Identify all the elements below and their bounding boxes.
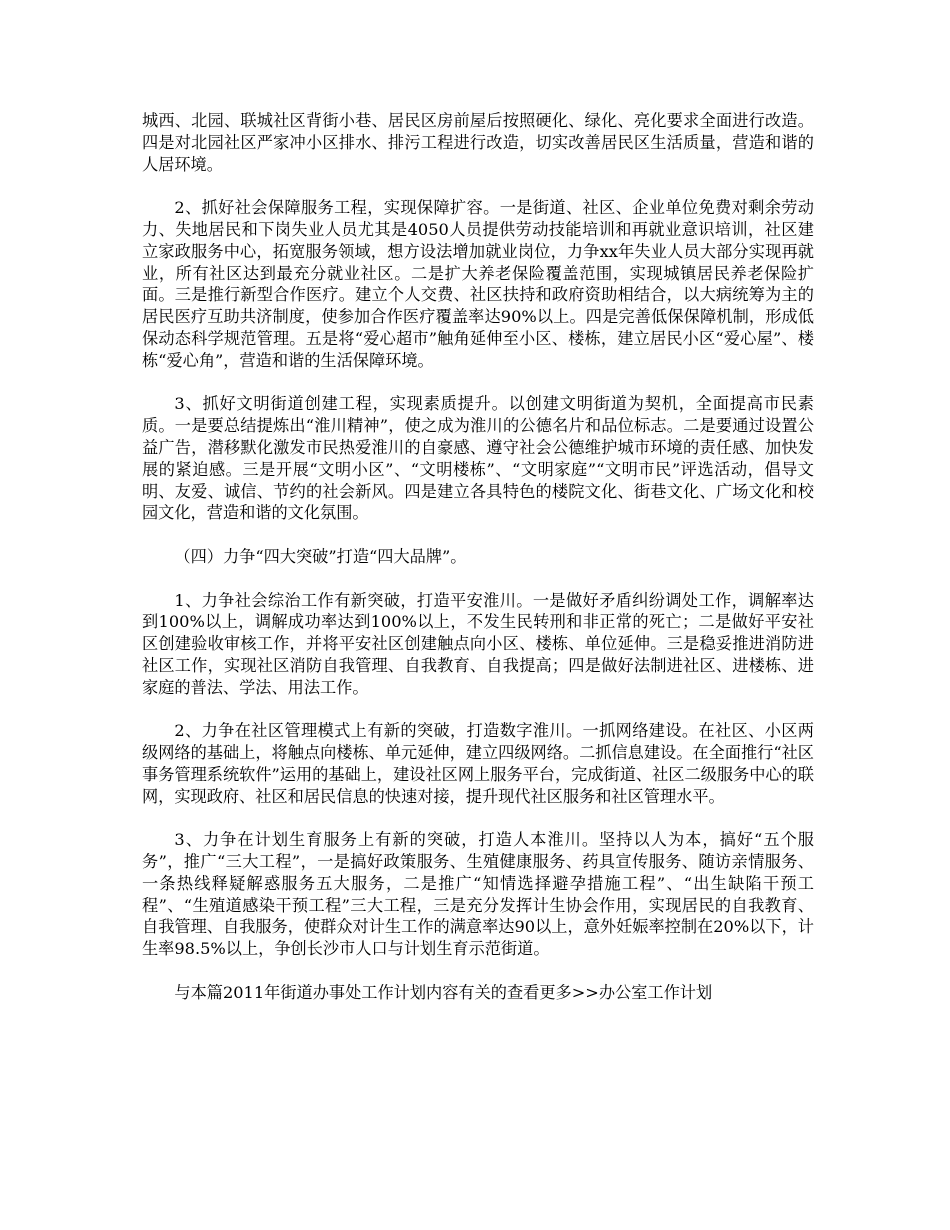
- paragraph-family-planning: 3、力争在计划生育服务上有新的突破，打造人本淮川。坚持以人为本，搞好“五个服务”，推广“三大工程”，一是搞好政策服务、生殖健康服务、药具宣传服务、随访亲情服务、一条热线释疑解惑服务五大服务，二是推广“知情选择避孕措施工程”、“出生缺陷干预工程”、“生殖道感染干预工程”三大工程，三是充分发挥计生协会作用，实现居民的自我教育、自我管理、自我服务，使群众对计生工作的满意率达90以上，意外妊娠率控制在20%以下，计生率98.5%以上，争创长沙市人口与计划生育示范街道。: [142, 830, 814, 959]
- related-link-text[interactable]: 与本篇2011年街道办事处工作计划内容有关的查看更多>>办公室工作计划: [174, 982, 713, 1002]
- paragraph-civilized-street: 3、抓好文明街道创建工程，实现素质提升。以创建文明街道为契机，全面提高市民素质。一是要总结提炼出“淮川精神”，使之成为淮川的公德名片和品位标志。二是要通过设置公益广告，潜移默化激发市民热爱淮川的自豪感、遵守社会公德维护城市环境的责任感、加快发展的紧迫感。三是开展“文明小区”、“文明楼栋”、“文明家庭”“文明市民”评选活动，倡导文明、友爱、诚信、节约的社会新风。四是建立各具特色的楼院文化、街巷文化、广场文化和校园文化，营造和谐的文化氛围。: [142, 394, 814, 523]
- document-body: [142, 110, 814, 1004]
- paragraph-continuation: 城西、北园、联城社区背街小巷、居民区房前屋后按照硬化、绿化、亮化要求全面进行改造。四是对北园社区严家冲小区排水、排污工程进行改造，切实改善居民区生活质量，营造和谐的人居环境。: [142, 111, 814, 174]
- paragraph-public-security: 1、力争社会综治工作有新突破，打造平安淮川。一是做好矛盾纠纷调处工作，调解率达到100%以上，调解成功率达到100%以上，不发生民转刑和非正常的死亡；二是做好平安社区创建验收审核工作，并将平安社区创建触点向小区、楼栋、单位延伸。三是稳妥推进消防进社区工作，实现社区消防自我管理、自我教育、自我提高；四是做好法制进社区、进楼栋、进家庭的普法、学法、用法工作。: [142, 590, 814, 697]
- paragraph-digital-management: 2、力争在社区管理模式上有新的突破，打造数字淮川。一抓网络建设。在社区、小区两级网络的基础上，将触点向楼栋、单元延伸，建立四级网络。二抓信息建设。在全面推行“社区事务管理系统软件”运用的基础上，建设社区网上服务平台，完成街道、社区二级服务中心的联网，实现政府、社区和居民信息的快速对接，提升现代社区服务和社区管理水平。: [142, 721, 814, 806]
- paragraph-social-security: 2、抓好社会保障服务工程，实现保障扩容。一是街道、社区、企业单位免费对剩余劳动力、失地居民和下岗失业人员尤其是4050人员提供劳动技能培训和再就业意识培训，社区建立家政服务中心，拓宽服务领域，想方设法增加就业岗位，力争xx年失业人员大部分实现再就业，所有社区达到最充分就业社区。二是扩大养老保险覆盖范围，实现城镇居民养老保险扩面。三是推行新型合作医疗。建立个人交费、社区扶持和政府资助相结合，以大病统筹为主的居民医疗互助共济制度，使参加合作医疗覆盖率达90%以上。四是完善低保保障机制，形成低保动态科学规范管理。五是将“爱心超市”触角延伸至小区、楼栋，建立居民小区“爱心屋”、楼栋“爱心角”，营造和谐的生活保障环境。: [142, 198, 814, 370]
- section-heading: （四）力争“四大突破”打造“四大品牌”。: [174, 546, 467, 566]
